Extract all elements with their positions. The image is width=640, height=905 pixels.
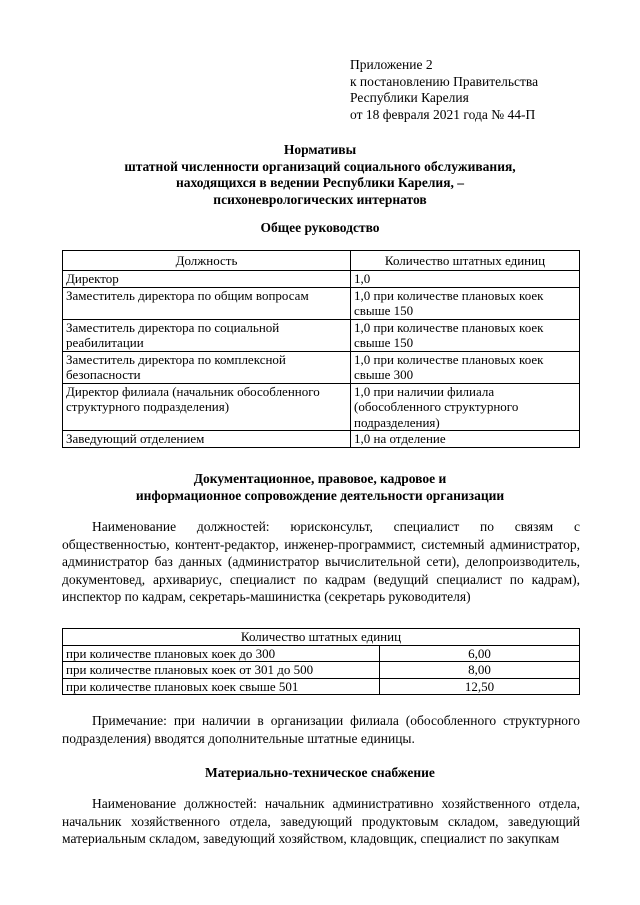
appendix-line-1: Приложение 2	[350, 57, 433, 72]
position-cell: Директор	[63, 271, 351, 288]
position-cell: Директор филиала (начальник обособленного структурного подразделения)	[63, 383, 351, 431]
table-row	[63, 271, 580, 288]
condition-cell: при количестве плановых коек свыше 501	[63, 678, 380, 695]
condition-cell: при количестве плановых коек до 300	[63, 645, 380, 662]
table-row	[63, 383, 580, 431]
position-cell: Заведующий отделением	[63, 431, 351, 448]
count-cell: 1,0 при количестве плановых коек свыше 150	[351, 319, 580, 351]
title-line-4: психоневрологических интернатов	[213, 191, 427, 207]
section-2-note: Примечание: при наличии в организации филиала (обособленного структурного подразделения) вводятся дополнительные штатные единицы.	[62, 713, 580, 746]
section-2-heading-line-1: Документационное, правовое, кадровое и	[193, 471, 447, 486]
section-2-positions-paragraph: Наименование должностей: юрисконсульт, специалист по связям с общественностью, контент-редактор, инженер-программист, системный администратор, администратор баз данных (администратор вычислительной сети), делопроизводитель, документовед, архивариус, специалист по кадрам (ведущий специалист по кадрам), инспектор по кадрам, секретарь-машинистка (секретарь руководителя)	[62, 519, 580, 604]
document-title	[60, 142, 580, 208]
header-count: Количество штатных единиц	[63, 629, 580, 646]
header-count: Количество штатных единиц	[351, 251, 580, 271]
title-line-2: штатной численности организаций социального обслуживания,	[124, 158, 516, 174]
table-row	[63, 431, 580, 448]
appendix-line-2: к постановлению Правительства	[350, 73, 539, 89]
position-cell: Заместитель директора по общим вопросам	[63, 287, 351, 319]
appendix-line-4: от 18 февраля 2021 года № 44-П	[350, 106, 536, 122]
table-header-row	[63, 629, 580, 646]
count-cell: 6,00	[380, 645, 580, 662]
table-row	[63, 319, 580, 351]
condition-cell: при количестве плановых коек от 301 до 500	[63, 662, 380, 679]
management-table	[62, 250, 580, 448]
table-row	[63, 678, 580, 695]
section-1-heading: Общее руководство	[260, 220, 380, 235]
section-3-heading: Материально-техническое снабжение	[205, 765, 435, 780]
appendix-reference	[350, 57, 620, 123]
count-cell: 1,0 при количестве плановых коек свыше 300	[351, 351, 580, 383]
count-cell: 1,0 при количестве плановых коек свыше 150	[351, 287, 580, 319]
table-header-row	[63, 251, 580, 271]
table-row	[63, 662, 580, 679]
table-row	[63, 645, 580, 662]
position-cell: Заместитель директора по комплексной безопасности	[63, 351, 351, 383]
title-line-3: находящихся в ведении Республики Карелия, –	[175, 175, 465, 190]
count-cell: 1,0 при наличии филиала (обособленного структурного подразделения)	[351, 383, 580, 431]
count-cell: 12,50	[380, 678, 580, 695]
section-2-heading-line-2: информационное сопровождение деятельности организации	[135, 487, 505, 503]
appendix-line-3: Республики Карелия	[350, 90, 469, 105]
header-position: Должность	[63, 251, 351, 271]
count-cell: 8,00	[380, 662, 580, 679]
staffing-count-table	[62, 628, 580, 695]
section-3-positions-paragraph: Наименование должностей: начальник административно хозяйственного отдела, начальник хозяйственного отдела, заведующий продуктовым складом, заведующий материальным складом, заведующий хозяйством, кладовщик, специалист по закупкам	[62, 796, 580, 846]
title-line-1: Нормативы	[283, 142, 357, 157]
position-cell: Заместитель директора по социальной реабилитации	[63, 319, 351, 351]
section-2-heading	[60, 471, 580, 504]
table-row	[63, 351, 580, 383]
count-cell: 1,0	[351, 271, 580, 288]
table-row	[63, 287, 580, 319]
count-cell: 1,0 на отделение	[351, 431, 580, 448]
